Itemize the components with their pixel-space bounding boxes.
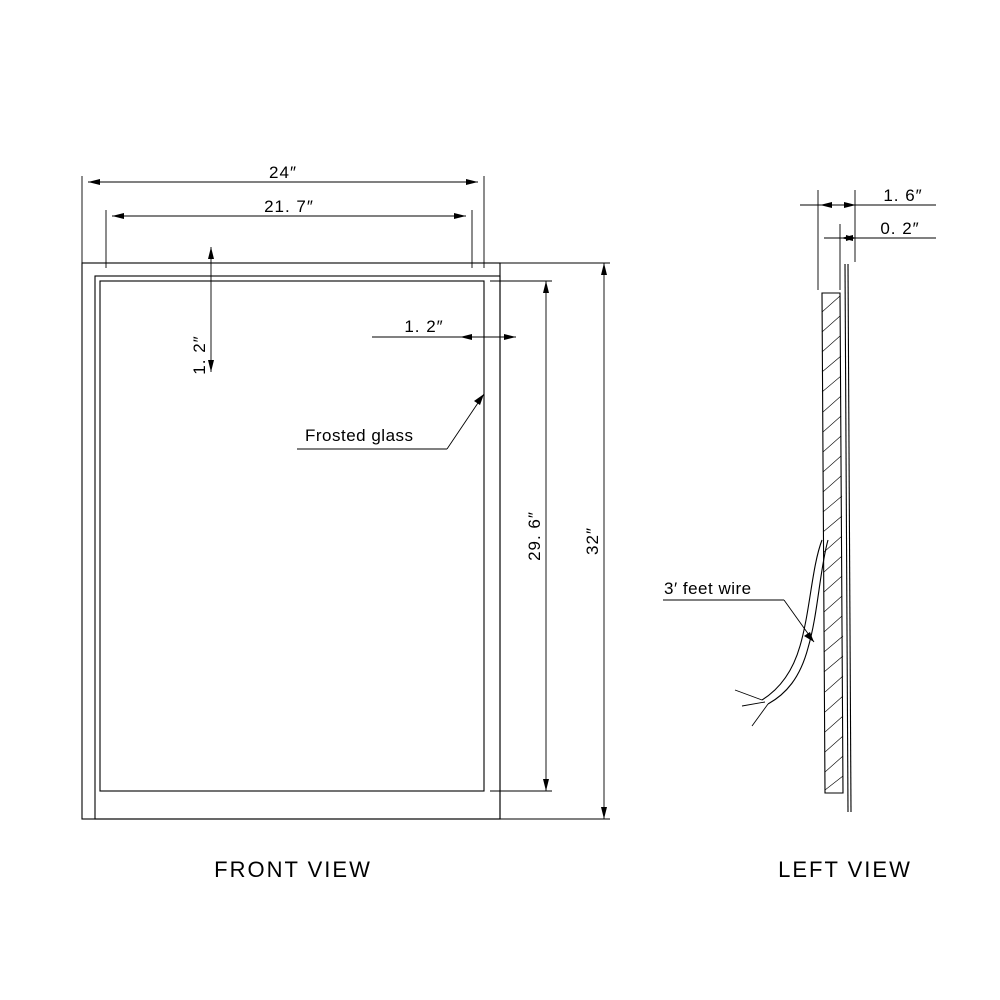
front-inner-frame (95, 276, 500, 819)
front-glass-area (100, 281, 484, 791)
dim-overall-height (500, 263, 610, 819)
dim-border-side-label: 1. 2″ (404, 317, 444, 336)
dim-glass-height-label: 29. 6″ (525, 511, 544, 561)
left-view-hatching (822, 296, 843, 790)
front-outer-panel (82, 263, 500, 819)
left-view-group (663, 186, 936, 812)
wire-label: 3′ feet wire (664, 579, 752, 598)
dim-glass-height (490, 281, 552, 791)
dim-glass-width-label: 21. 7″ (264, 197, 314, 216)
dim-depth-glass-label: 0. 2″ (880, 219, 920, 238)
frosted-glass-label: Frosted glass (305, 426, 414, 445)
dim-depth-total-label: 1. 6″ (883, 186, 923, 205)
dim-border-side (372, 317, 516, 352)
front-view-title: FRONT VIEW (214, 857, 372, 882)
left-view-body (822, 293, 843, 793)
dim-border-top-label: 1. 2″ (190, 335, 209, 375)
dim-border-top (190, 247, 226, 375)
left-view-glass-edge (848, 264, 851, 812)
power-wire (735, 540, 828, 726)
front-view-group (82, 163, 610, 819)
dim-overall-width-label: 24″ (269, 163, 297, 182)
annotation-wire (663, 579, 814, 642)
left-view-title: LEFT VIEW (778, 857, 912, 882)
dim-depth-glass (824, 219, 936, 290)
left-view-glass-edge-2 (845, 264, 848, 812)
dim-overall-height-label: 32″ (583, 527, 602, 555)
annotation-frosted-glass (297, 394, 484, 449)
dim-glass-width (106, 197, 472, 268)
